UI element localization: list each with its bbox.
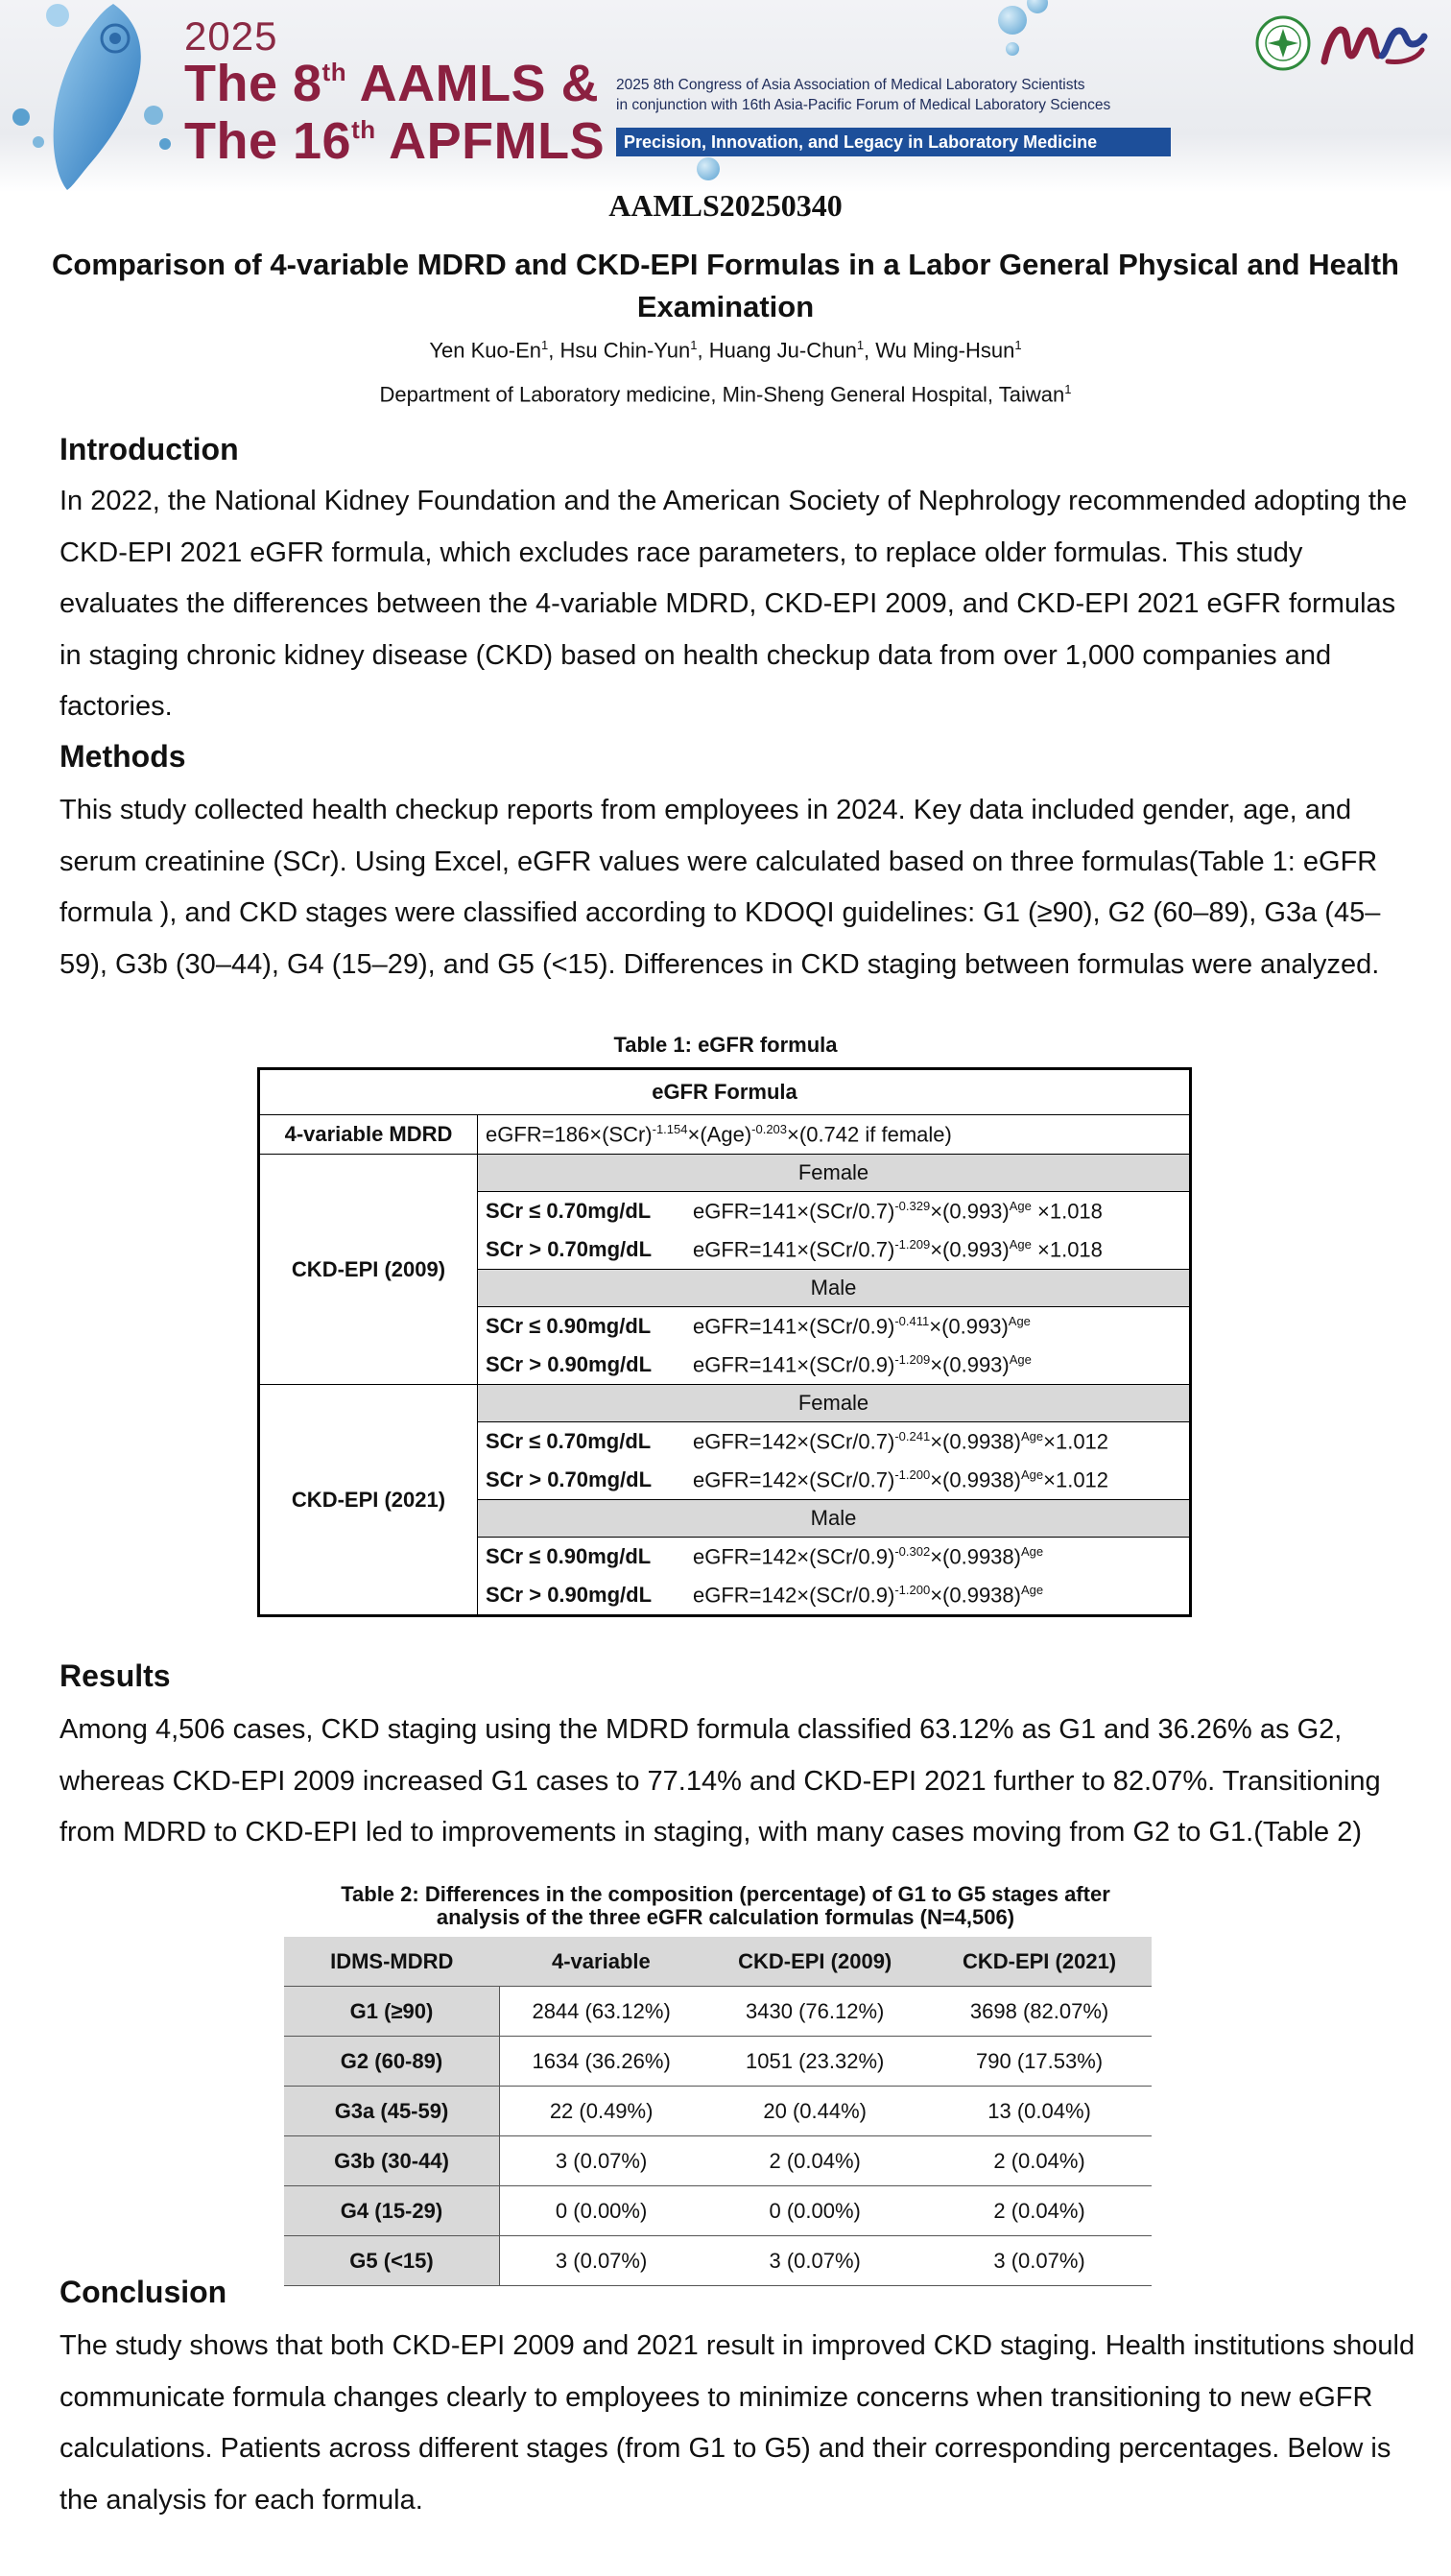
egfr-formula-table bbox=[257, 1067, 1192, 1617]
table1-formula: eGFR=186×(SCr)$^{-1.154}$×(Age)$^{-0.203}$×(0.742 if female) bbox=[478, 1115, 1191, 1155]
abstract-id: AAMLS20250340 bbox=[608, 188, 843, 223]
table2-cell: 3 (0.07%) bbox=[927, 2236, 1152, 2286]
table1-header: eGFR Formula bbox=[259, 1069, 1191, 1115]
table1-sex-subheader: Male bbox=[478, 1500, 1191, 1538]
table2-cell: 2 (0.04%) bbox=[927, 2136, 1152, 2186]
table2-cell: 3430 (76.12%) bbox=[702, 1987, 927, 2037]
conference-banner bbox=[0, 0, 1451, 192]
molecule-bubble-graphic bbox=[1006, 42, 1019, 56]
table1-caption: Table 1: eGFR formula bbox=[613, 1033, 838, 1057]
table1-sex-subheader: Female bbox=[478, 1155, 1191, 1192]
table2-row-header: G3a (45-59) bbox=[284, 2087, 500, 2136]
molecule-bubble-graphic bbox=[697, 157, 720, 180]
author-list: Yen Kuo-En$^1$, Hsu Chin-Yun$^1$, Huang Ju-Chun$^1$, Wu Ming-Hsun$^1$ bbox=[429, 338, 1022, 363]
table2-column-header: CKD-EPI (2009) bbox=[702, 1937, 927, 1987]
table1-formula: $eGFR=141\times(SCr/0.7)^{-0.329}\times(0.993)^{Age} \times 1.018$ bbox=[685, 1192, 1191, 1231]
table1-row-label: 4-variable MDRD bbox=[259, 1115, 478, 1155]
conclusion-heading: Conclusion bbox=[59, 2275, 227, 2309]
conclusion-text: The study shows that both CKD-EPI 2009 and 2021 result in improved CKD staging. Health institutions should communicate formula changes clearly to employees to minimize concerns when transitioning to new eGFR calculations. Patients across different stages (from G1 to G5) and their corresponding percentages. Below is the analysis for each formula. bbox=[59, 2330, 1415, 2516]
table2-row-header: G5 (<15) bbox=[284, 2236, 500, 2286]
table1-condition: SCr > 0.70mg/dL bbox=[478, 1461, 686, 1500]
table1-formula: $eGFR=142\times(SCr/0.7)^{-0.241}\times(0.9938)^{Age}\times 1.012$ bbox=[685, 1422, 1191, 1462]
table2-cell: 3 (0.07%) bbox=[702, 2236, 927, 2286]
banner-title-line2: The 16th APFMLS bbox=[184, 112, 606, 170]
table-row bbox=[284, 2236, 1152, 2286]
table1-formula: $eGFR=142\times(SCr/0.9)^{-0.302}\times(0.9938)^{Age}$ bbox=[685, 1538, 1191, 1577]
molecule-bubble-graphic bbox=[998, 6, 1027, 35]
table1-sex-subheader: Male bbox=[478, 1270, 1191, 1307]
affiliation: Department of Laboratory medicine, Min-Sheng General Hospital, Taiwan$^1$ bbox=[379, 382, 1072, 407]
table2-cell: 790 (17.53%) bbox=[927, 2037, 1152, 2087]
author: Huang Ju-Chun bbox=[708, 338, 857, 363]
table2-cell: 22 (0.49%) bbox=[500, 2087, 703, 2136]
table2-cell: 1634 (36.26%) bbox=[500, 2037, 703, 2087]
table1-condition: SCr ≤ 0.90mg/dL bbox=[478, 1307, 686, 1347]
table-row bbox=[284, 2037, 1152, 2087]
banner-title-line1: The 8th AAMLS & bbox=[184, 55, 600, 112]
table2-cell: 2844 (63.12%) bbox=[500, 1987, 703, 2037]
table1-condition: SCr > 0.90mg/dL bbox=[478, 1346, 686, 1385]
ckd-stage-table bbox=[284, 1937, 1152, 2286]
table2-cell: 0 (0.00%) bbox=[702, 2186, 927, 2236]
introduction-heading: Introduction bbox=[59, 432, 239, 466]
table2-cell: 20 (0.44%) bbox=[702, 2087, 927, 2136]
author: Yen Kuo-En bbox=[429, 338, 542, 363]
table2-column-header: IDMS-MDRD bbox=[284, 1937, 500, 1987]
table2-cell: 13 (0.04%) bbox=[927, 2087, 1152, 2136]
author: Hsu Chin-Yun bbox=[559, 338, 691, 363]
society-seal-logo bbox=[1255, 15, 1311, 71]
table2-cell: 1051 (23.32%) bbox=[702, 2037, 927, 2087]
table1-condition: SCr > 0.90mg/dL bbox=[478, 1576, 686, 1616]
table1-formula: $eGFR=141\times(SCr/0.7)^{-1.209}\times(0.993)^{Age} \times 1.018$ bbox=[685, 1230, 1191, 1270]
table1-sex-subheader: Female bbox=[478, 1385, 1191, 1422]
table-row bbox=[284, 2087, 1152, 2136]
table2-cell: 3 (0.07%) bbox=[500, 2236, 703, 2286]
table1-condition: SCr > 0.70mg/dL bbox=[478, 1230, 686, 1270]
table1-row-label: CKD-EPI (2009) bbox=[259, 1155, 478, 1385]
table-row bbox=[284, 2186, 1152, 2236]
table2-row-header: G4 (15-29) bbox=[284, 2186, 500, 2236]
ams-logo bbox=[1320, 17, 1428, 71]
table1-row-label: CKD-EPI (2021) bbox=[259, 1385, 478, 1616]
table2-column-header: 4-variable bbox=[500, 1937, 703, 1987]
methods-heading: Methods bbox=[59, 739, 186, 774]
molecule-bubble-graphic bbox=[1027, 0, 1048, 13]
table2-caption: Table 2: Differences in the composition (percentage) of G1 to G5 stages after analysis of the three eGFR calculation formulas (N=4,506) bbox=[341, 1882, 1110, 1929]
table1-formula: $eGFR=141\times(SCr/0.9)^{-1.209}\times(0.993)^{Age}$ bbox=[685, 1346, 1191, 1385]
paper-title: Comparison of 4-variable MDRD and CKD-EPI Formulas in a Labor General Physical and Health Examination bbox=[52, 248, 1399, 323]
table2-cell: 3698 (82.07%) bbox=[927, 1987, 1152, 2037]
table1-formula: $eGFR=141\times(SCr/0.9)^{-0.411}\times(0.993)^{Age}$ bbox=[685, 1307, 1191, 1347]
methods-text: This study collected health checkup reports from employees in 2024. Key data included gender, age, and serum creatinine (SCr). Using Excel, eGFR values were calculated based on three formulas(Table 1: eGFR formula ), and CKD stages were classified according to KDOQI guidelines: G1 (≥90), G2 (60–89), G3a (45–59), G3b (30–44), G4 (15–29), and G5 (<15). Differences in CKD staging between formulas were analyzed. bbox=[59, 795, 1381, 980]
results-heading: Results bbox=[59, 1658, 171, 1693]
results-text: Among 4,506 cases, CKD staging using the MDRD formula classified 63.12% as G1 and 36.26% as G2, whereas CKD-EPI 2009 increased G1 cases to 77.14% and CKD-EPI 2021 further to 82.07%. Transitioning from MDRD to CKD-EPI led to improvements in staging, with many cases moving from G2 to G1.(Table 2) bbox=[59, 1714, 1381, 1848]
table2-cell: 3 (0.07%) bbox=[500, 2136, 703, 2186]
table1-formula: $eGFR=142\times(SCr/0.7)^{-1.200}\times(0.9938)^{Age}\times 1.012$ bbox=[685, 1461, 1191, 1500]
table2-cell: 2 (0.04%) bbox=[702, 2136, 927, 2186]
table2-column-header: CKD-EPI (2021) bbox=[927, 1937, 1152, 1987]
taiwan-map-graphic bbox=[0, 0, 182, 192]
table-row bbox=[284, 1987, 1152, 2037]
table1-formula: $eGFR=142\times(SCr/0.9)^{-1.200}\times(0.9938)^{Age}$ bbox=[685, 1576, 1191, 1616]
table1-condition: SCr ≤ 0.70mg/dL bbox=[478, 1422, 686, 1462]
table2-cell: 2 (0.04%) bbox=[927, 2186, 1152, 2236]
table1-condition: SCr ≤ 0.90mg/dL bbox=[478, 1538, 686, 1577]
banner-motto: Precision, Innovation, and Legacy in Laboratory Medicine bbox=[616, 128, 1171, 156]
table-row bbox=[284, 2136, 1152, 2186]
table2-row-header: G3b (30-44) bbox=[284, 2136, 500, 2186]
banner-year: 2025 bbox=[184, 13, 278, 59]
banner-congress-text: 2025 8th Congress of Asia Association of Medical Laboratory Scientists in conjunction with 16th Asia-Pacific Forum of Medical Laboratory Sciences bbox=[616, 77, 1111, 113]
table1-condition: SCr ≤ 0.70mg/dL bbox=[478, 1192, 686, 1231]
table2-row-header: G2 (60-89) bbox=[284, 2037, 500, 2087]
introduction-text: In 2022, the National Kidney Foundation and the American Society of Nephrology recommended adopting the CKD-EPI 2021 eGFR formula, which excludes race parameters, to replace older formulas. This study evaluates the differences between the 4-variable MDRD, CKD-EPI 2009, and CKD-EPI 2021 eGFR formulas in staging chronic kidney disease (CKD) based on health checkup data from over 1,000 companies and factories. bbox=[59, 486, 1408, 722]
table2-row-header: G1 (≥90) bbox=[284, 1987, 500, 2037]
table2-cell: 0 (0.00%) bbox=[500, 2186, 703, 2236]
author: Wu Ming-Hsun bbox=[875, 338, 1015, 363]
